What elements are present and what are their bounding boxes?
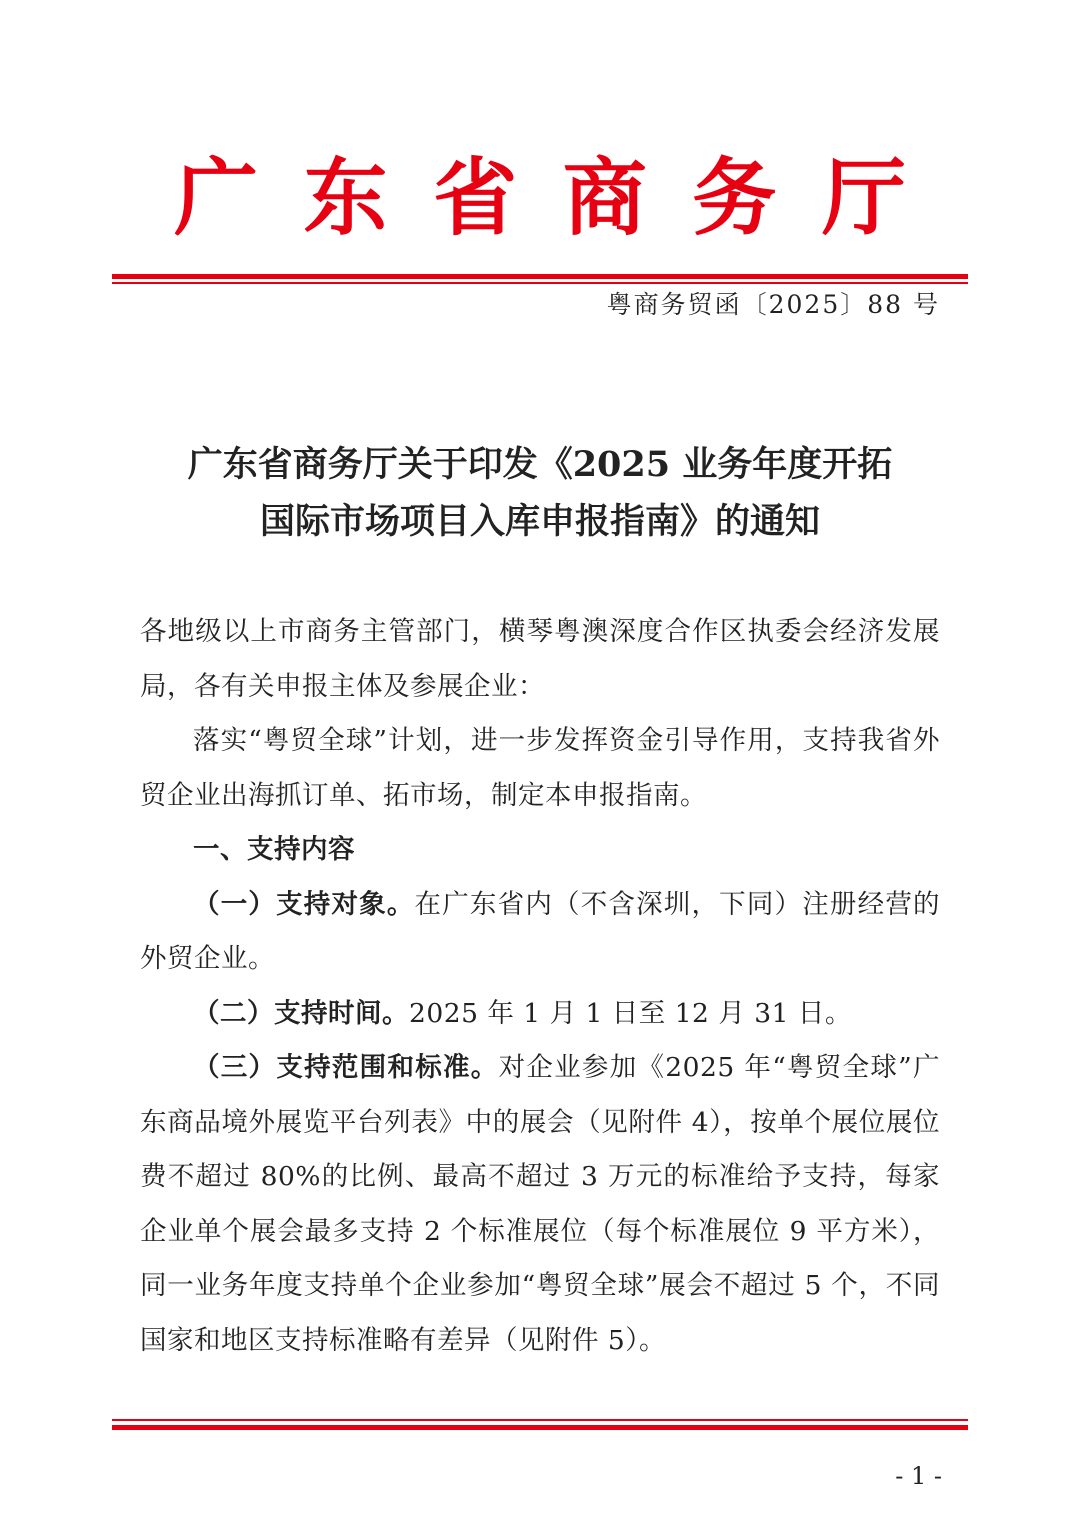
header-char: 厅	[821, 148, 906, 247]
document-body	[140, 605, 940, 1368]
item-label: （二）支持时间。	[193, 997, 409, 1029]
notice-title-line-2: 国际市场项目入库申报指南》的通知	[259, 501, 820, 542]
issuing-authority-header	[112, 148, 968, 248]
notice-title-line-1: 广东省商务厅关于印发《2025 业务年度开拓	[187, 444, 893, 485]
header-char: 广	[174, 148, 259, 247]
item-support-target	[140, 878, 940, 987]
item-text: 2025 年 1 月 1 日至 12 月 31 日。	[409, 997, 852, 1029]
item-support-scope	[140, 1041, 940, 1368]
header-rule-thick	[112, 274, 968, 279]
header-char: 东	[303, 148, 388, 247]
page-number: - 1 -	[895, 1462, 942, 1490]
document-number: 粤商务贸函〔2025〕88 号	[606, 290, 940, 319]
footer-rule-thick	[112, 1425, 968, 1430]
header-char: 省	[433, 148, 518, 247]
item-text: 对企业参加《2025 年“粤贸全球”广东商品境外展览平台列表》中的展会（见附件 4），按单个展位展位费不超过 80%的比例、最高不超过 3 万元的标准给予支持，每家企业单个展会最多支持 2 个标准展位（每个标准展位 9 平方米），同一业务年度支持单个企业参加“粤贸全球”展会不超过 5 个，不同国家和地区支持标准略有差异（见附件 5）。	[140, 1052, 940, 1356]
notice-title	[100, 436, 980, 550]
header-char: 务	[692, 148, 777, 247]
item-label: （一）支持对象。	[193, 888, 415, 920]
item-text: 在广东省内（不含深圳，下同）注册经营的外贸企业。	[140, 888, 941, 974]
item-support-period	[140, 987, 940, 1042]
section-heading: 一、支持内容	[193, 834, 355, 865]
item-label: （三）支持范围和标准。	[193, 1052, 499, 1083]
addressee: 各地级以上市商务主管部门，横琴粤澳深度合作区执委会经济发展局，各有关申报主体及参展企业：	[140, 616, 940, 702]
intro-paragraph: 落实“粤贸全球”计划，进一步发挥资金引导作用，支持我省外贸企业出海抓订单、拓市场，制定本申报指南。	[140, 725, 940, 811]
footer-rule-thin	[112, 1419, 968, 1421]
header-rule-thin	[112, 282, 968, 284]
header-char: 商	[562, 148, 647, 247]
